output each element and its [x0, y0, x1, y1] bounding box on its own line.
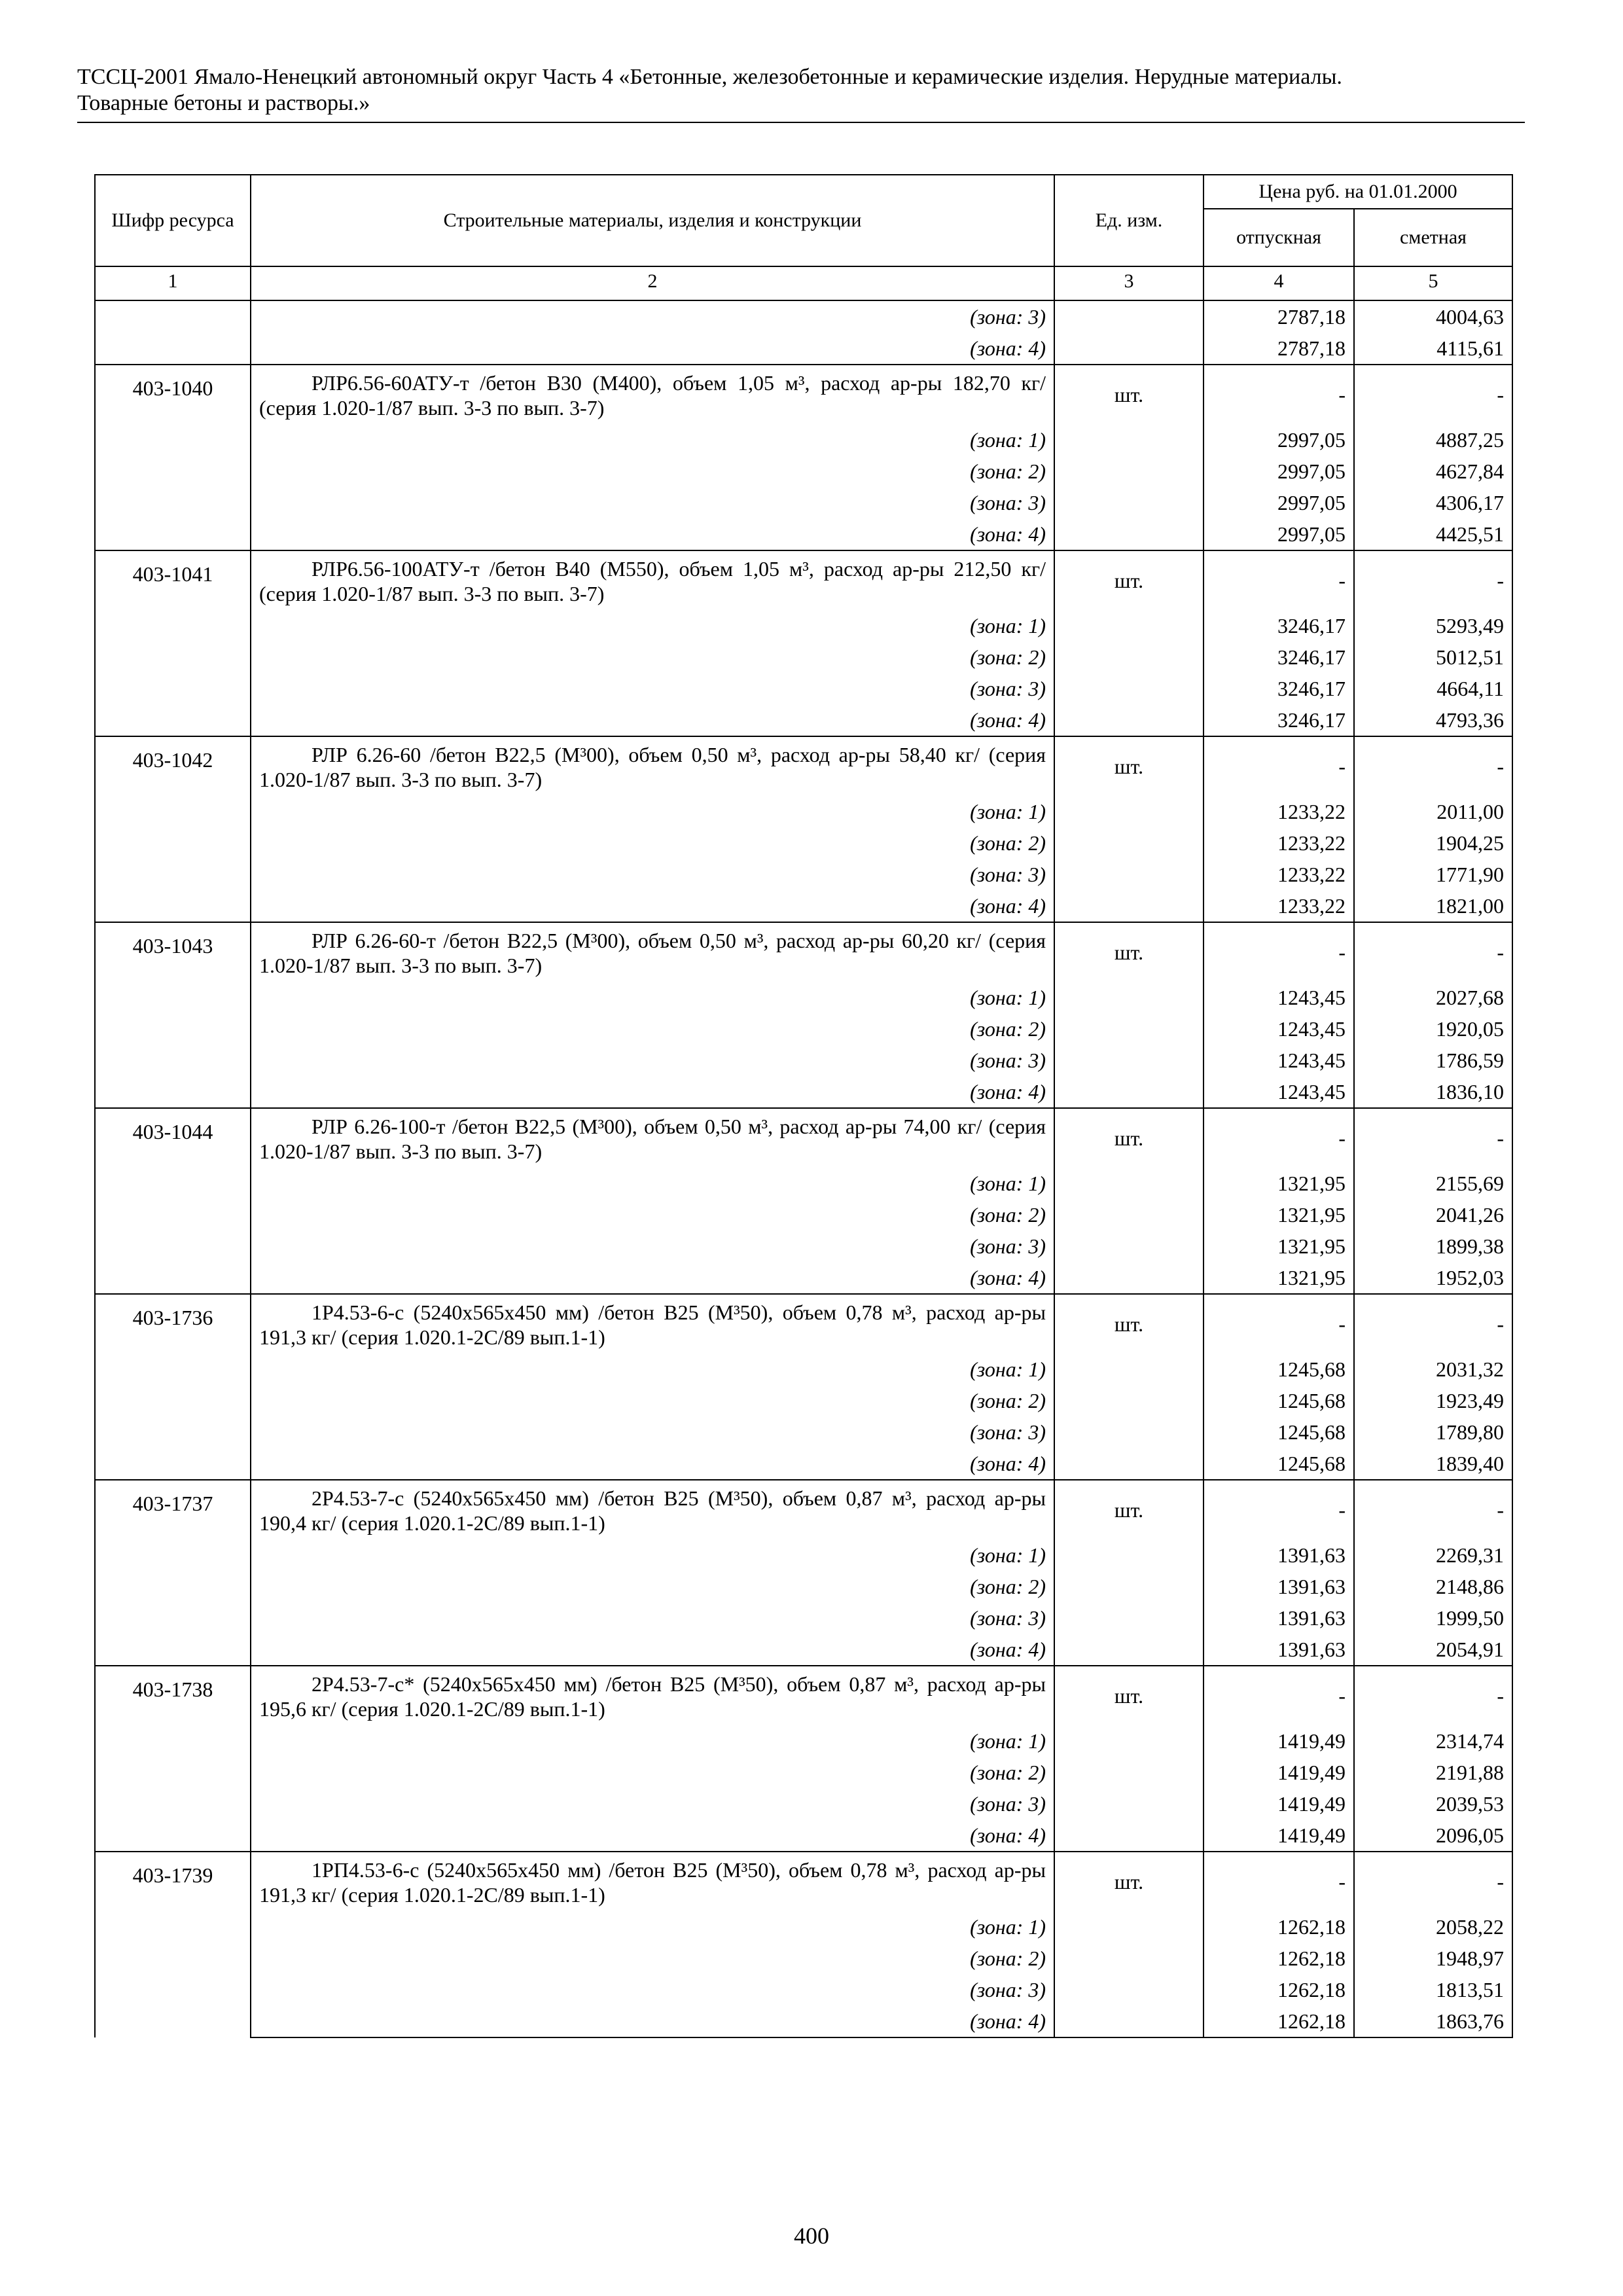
estimate-price: - [1354, 1852, 1512, 1911]
zone-row [95, 827, 1512, 859]
estimate-price: - [1354, 1666, 1512, 1725]
column-number: 1 [95, 266, 251, 300]
estimate-price: - [1354, 736, 1512, 796]
header-line-2: Товарные бетоны и растворы.» [77, 91, 370, 115]
zone-row [95, 1725, 1512, 1757]
zone-row [95, 1571, 1512, 1602]
release-price: 1233,22 [1204, 890, 1354, 922]
item-row [95, 736, 1512, 796]
release-price: 1243,45 [1204, 1045, 1354, 1076]
release-price: 1391,63 [1204, 1602, 1354, 1634]
unit-cell-empty [1054, 673, 1204, 704]
release-price: 2997,05 [1204, 424, 1354, 456]
zone-label: (зона: 1) [251, 610, 1054, 641]
unit-cell-empty [1054, 1911, 1204, 1943]
resource-code: 403-1738 [95, 1666, 251, 1852]
unit-of-measure: шт. [1054, 365, 1204, 424]
estimate-price: 4115,61 [1354, 332, 1512, 365]
estimate-price: 1789,80 [1354, 1416, 1512, 1448]
release-price: - [1204, 1294, 1354, 1354]
unit-of-measure: шт. [1054, 1666, 1204, 1725]
zone-label: (зона: 4) [251, 332, 1054, 365]
release-price: 1321,95 [1204, 1199, 1354, 1230]
estimate-price: 4004,63 [1354, 300, 1512, 332]
estimate-price: 1923,49 [1354, 1385, 1512, 1416]
zone-label: (зона: 4) [251, 1448, 1054, 1480]
estimate-price: 2054,91 [1354, 1634, 1512, 1666]
zone-row [95, 1076, 1512, 1108]
zone-row [95, 487, 1512, 518]
estimate-price: 5293,49 [1354, 610, 1512, 641]
estimate-price: 2314,74 [1354, 1725, 1512, 1757]
zone-label: (зона: 2) [251, 1943, 1054, 1974]
estimate-price: - [1354, 1480, 1512, 1539]
release-price: 1419,49 [1204, 1820, 1354, 1852]
estimate-price: 4664,11 [1354, 673, 1512, 704]
item-row [95, 365, 1512, 424]
zone-label: (зона: 3) [251, 487, 1054, 518]
estimate-price: 1948,97 [1354, 1943, 1512, 1974]
estimate-price: 2155,69 [1354, 1168, 1512, 1199]
item-description: РЛР6.56-100АТУ-т /бетон В40 (М550), объем 1,05 м³, расход ар-ры 212,50 кг/ (серия 1.020-1/87 вып. 3-3 по вып. 3-7) [251, 550, 1054, 610]
item-description: РЛР 6.26-100-т /бетон В22,5 (М³00), объем 0,50 м³, расход ар-ры 74,00 кг/ (серия 1.020-1/87 вып. 3-3 по вып. 3-7) [251, 1108, 1054, 1168]
column-header-release: отпускная [1204, 209, 1354, 266]
zone-label: (зона: 1) [251, 1354, 1054, 1385]
unit-cell-empty [1054, 1076, 1204, 1108]
unit-cell-empty [1054, 1757, 1204, 1788]
price-table [94, 174, 1513, 2038]
release-price: 1243,45 [1204, 982, 1354, 1013]
unit-cell-empty [1054, 859, 1204, 890]
unit-cell-empty [1054, 1262, 1204, 1294]
column-number: 5 [1354, 266, 1512, 300]
zone-row [95, 1230, 1512, 1262]
resource-code: 403-1040 [95, 365, 251, 550]
estimate-price: 2058,22 [1354, 1911, 1512, 1943]
zone-label: (зона: 4) [251, 518, 1054, 550]
item-row [95, 1480, 1512, 1539]
unit-cell-empty [1054, 456, 1204, 487]
release-price: 1419,49 [1204, 1788, 1354, 1820]
release-price: 1391,63 [1204, 1539, 1354, 1571]
estimate-price: 1904,25 [1354, 827, 1512, 859]
release-price: - [1204, 1108, 1354, 1168]
item-description: 1Р4.53-6-с (5240х565х450 мм) /бетон В25 (М³50), объем 0,78 м³, расход ар-ры 191,3 кг/ (серия 1.020.1-2С/89 вып.1-1) [251, 1294, 1054, 1354]
zone-row [95, 1448, 1512, 1480]
zone-row [95, 859, 1512, 890]
estimate-price: 1952,03 [1354, 1262, 1512, 1294]
unit-cell-empty [1054, 890, 1204, 922]
item-row [95, 1666, 1512, 1725]
zone-label: (зона: 2) [251, 456, 1054, 487]
zone-row [95, 1757, 1512, 1788]
zone-label: (зона: 2) [251, 1571, 1054, 1602]
release-price: 2787,18 [1204, 332, 1354, 365]
zone-label: (зона: 1) [251, 424, 1054, 456]
unit-cell-empty [1054, 1539, 1204, 1571]
zone-row [95, 1416, 1512, 1448]
zone-label: (зона: 2) [251, 1013, 1054, 1045]
release-price: 2997,05 [1204, 518, 1354, 550]
release-price: 1262,18 [1204, 1911, 1354, 1943]
document-header [77, 64, 1524, 117]
estimate-price: 2027,68 [1354, 982, 1512, 1013]
item-description: РЛР 6.26-60 /бетон В22,5 (М³00), объем 0,50 м³, расход ар-ры 58,40 кг/ (серия 1.020-1/87 вып. 3-3 по вып. 3-7) [251, 736, 1054, 796]
unit-cell-empty [1054, 1416, 1204, 1448]
unit-cell-empty [1054, 827, 1204, 859]
item-description: 2Р4.53-7-с (5240х565х450 мм) /бетон В25 (М³50), объем 0,87 м³, расход ар-ры 190,4 кг/ (серия 1.020.1-2С/89 вып.1-1) [251, 1480, 1054, 1539]
estimate-price: 4306,17 [1354, 487, 1512, 518]
release-price: 1243,45 [1204, 1013, 1354, 1045]
column-number: 4 [1204, 266, 1354, 300]
zone-label: (зона: 4) [251, 1076, 1054, 1108]
zone-label: (зона: 3) [251, 1230, 1054, 1262]
unit-cell-empty [1054, 1168, 1204, 1199]
zone-row [95, 1045, 1512, 1076]
estimate-price: 1813,51 [1354, 1974, 1512, 2005]
estimate-price: 4425,51 [1354, 518, 1512, 550]
release-price: - [1204, 922, 1354, 982]
unit-cell-empty [1054, 518, 1204, 550]
table-header [95, 175, 1512, 300]
header-line-1: ТССЦ-2001 Ямало-Ненецкий автономный округ Часть 4 «Бетонные, железобетонные и керамические изделия. Нерудные материалы. [77, 65, 1342, 89]
release-price: - [1204, 1480, 1354, 1539]
estimate-price: 1786,59 [1354, 1045, 1512, 1076]
unit-cell-empty [1054, 1602, 1204, 1634]
zone-row [95, 2005, 1512, 2037]
column-header-name: Строительные материалы, изделия и конструкции [251, 175, 1054, 266]
unit-of-measure: шт. [1054, 1480, 1204, 1539]
zone-row [95, 890, 1512, 922]
item-description: 1РП4.53-6-с (5240х565х450 мм) /бетон В25 (М³50), объем 0,78 м³, расход ар-ры 191,3 кг/ (серия 1.020.1-2С/89 вып.1-1) [251, 1852, 1054, 1911]
zone-label: (зона: 4) [251, 1820, 1054, 1852]
release-price: 1262,18 [1204, 1943, 1354, 1974]
release-price: 1243,45 [1204, 1076, 1354, 1108]
unit-of-measure: шт. [1054, 550, 1204, 610]
zone-label: (зона: 4) [251, 1262, 1054, 1294]
item-description: РЛР 6.26-60-т /бетон В22,5 (М³00), объем 0,50 м³, расход ар-ры 60,20 кг/ (серия 1.020-1/87 вып. 3-3 по вып. 3-7) [251, 922, 1054, 982]
unit-cell-empty [1054, 1230, 1204, 1262]
zone-label: (зона: 3) [251, 300, 1054, 332]
unit-cell-empty [1054, 1571, 1204, 1602]
estimate-price: 2148,86 [1354, 1571, 1512, 1602]
estimate-price: 2096,05 [1354, 1820, 1512, 1852]
estimate-price: 2039,53 [1354, 1788, 1512, 1820]
release-price: 1391,63 [1204, 1634, 1354, 1666]
unit-cell-empty [1054, 424, 1204, 456]
estimate-price: 4627,84 [1354, 456, 1512, 487]
unit-cell-empty [1054, 1974, 1204, 2005]
unit-cell-empty [1054, 1045, 1204, 1076]
estimate-price: - [1354, 365, 1512, 424]
column-header-price: Цена руб. на 01.01.2000 [1204, 175, 1512, 209]
estimate-price: - [1354, 1108, 1512, 1168]
zone-row [95, 610, 1512, 641]
zone-row [95, 641, 1512, 673]
zone-label: (зона: 1) [251, 1539, 1054, 1571]
unit-cell-empty [1054, 1354, 1204, 1385]
zone-row [95, 456, 1512, 487]
zone-label: (зона: 4) [251, 1634, 1054, 1666]
code-cell-empty [95, 300, 251, 365]
unit-cell-empty [1054, 1788, 1204, 1820]
zone-label: (зона: 4) [251, 2005, 1054, 2037]
unit-cell-empty [1054, 796, 1204, 827]
release-price: 3246,17 [1204, 704, 1354, 736]
estimate-price: 1899,38 [1354, 1230, 1512, 1262]
unit-cell-empty [1054, 2005, 1204, 2037]
release-price: 3246,17 [1204, 641, 1354, 673]
unit-cell-empty [1054, 1820, 1204, 1852]
resource-code: 403-1737 [95, 1480, 251, 1666]
release-price: - [1204, 1852, 1354, 1911]
estimate-price: 2269,31 [1354, 1539, 1512, 1571]
zone-label: (зона: 1) [251, 796, 1054, 827]
zone-row [95, 1013, 1512, 1045]
zone-label: (зона: 4) [251, 704, 1054, 736]
estimate-price: 1836,10 [1354, 1076, 1512, 1108]
zone-label: (зона: 3) [251, 1045, 1054, 1076]
release-price: 1321,95 [1204, 1230, 1354, 1262]
zone-row [95, 1634, 1512, 1666]
unit-cell-empty [1054, 1013, 1204, 1045]
release-price: 1419,49 [1204, 1757, 1354, 1788]
release-price: 1245,68 [1204, 1448, 1354, 1480]
resource-code: 403-1041 [95, 550, 251, 736]
column-header-unit: Ед. изм. [1054, 175, 1204, 266]
unit-cell-empty [1054, 332, 1204, 365]
zone-row [95, 1168, 1512, 1199]
release-price: 1321,95 [1204, 1168, 1354, 1199]
zone-label: (зона: 3) [251, 1602, 1054, 1634]
zone-row [95, 1911, 1512, 1943]
release-price: - [1204, 1666, 1354, 1725]
unit-cell-empty [1054, 1448, 1204, 1480]
column-header-estimate: сметная [1354, 209, 1512, 266]
estimate-price: 1839,40 [1354, 1448, 1512, 1480]
release-price: 1233,22 [1204, 859, 1354, 890]
item-row [95, 922, 1512, 982]
zone-label: (зона: 2) [251, 827, 1054, 859]
table-body [95, 300, 1512, 2037]
unit-cell-empty [1054, 704, 1204, 736]
estimate-price: 1771,90 [1354, 859, 1512, 890]
estimate-price: 2041,26 [1354, 1199, 1512, 1230]
unit-cell-empty [1054, 487, 1204, 518]
unit-cell-empty [1054, 1385, 1204, 1416]
unit-of-measure: шт. [1054, 1294, 1204, 1354]
release-price: 1245,68 [1204, 1385, 1354, 1416]
zone-label: (зона: 3) [251, 673, 1054, 704]
zone-label: (зона: 3) [251, 1974, 1054, 2005]
release-price: 1262,18 [1204, 1974, 1354, 2005]
resource-code: 403-1042 [95, 736, 251, 922]
item-row [95, 1294, 1512, 1354]
resource-code: 403-1739 [95, 1852, 251, 2037]
zone-label: (зона: 3) [251, 859, 1054, 890]
estimate-price: - [1354, 550, 1512, 610]
release-price: 1262,18 [1204, 2005, 1354, 2037]
item-row [95, 550, 1512, 610]
release-price: - [1204, 736, 1354, 796]
unit-cell-empty [1054, 610, 1204, 641]
unit-cell-empty [1054, 1725, 1204, 1757]
item-row [95, 1108, 1512, 1168]
release-price: 1245,68 [1204, 1354, 1354, 1385]
estimate-price: - [1354, 1294, 1512, 1354]
item-row [95, 1852, 1512, 1911]
zone-row [95, 704, 1512, 736]
zone-row [95, 424, 1512, 456]
zone-label: (зона: 4) [251, 890, 1054, 922]
zone-row [95, 1974, 1512, 2005]
estimate-price: 2191,88 [1354, 1757, 1512, 1788]
unit-cell-empty [1054, 982, 1204, 1013]
unit-cell-empty [1054, 300, 1204, 332]
zone-row [95, 1262, 1512, 1294]
zone-row [95, 673, 1512, 704]
release-price: 3246,17 [1204, 610, 1354, 641]
estimate-price: 1999,50 [1354, 1602, 1512, 1634]
item-description: РЛР6.56-60АТУ-т /бетон В30 (М400), объем 1,05 м³, расход ар-ры 182,70 кг/ (серия 1.020-1/87 вып. 3-3 по вып. 3-7) [251, 365, 1054, 424]
zone-label: (зона: 2) [251, 1199, 1054, 1230]
column-number: 3 [1054, 266, 1204, 300]
zone-label: (зона: 2) [251, 641, 1054, 673]
estimate-price: - [1354, 922, 1512, 982]
release-price: 1245,68 [1204, 1416, 1354, 1448]
estimate-price: 4887,25 [1354, 424, 1512, 456]
zone-label: (зона: 3) [251, 1788, 1054, 1820]
estimate-price: 2031,32 [1354, 1354, 1512, 1385]
zone-row [95, 796, 1512, 827]
unit-cell-empty [1054, 1943, 1204, 1974]
zone-row [95, 1943, 1512, 1974]
release-price: 3246,17 [1204, 673, 1354, 704]
zone-row [95, 1602, 1512, 1634]
release-price: 1391,63 [1204, 1571, 1354, 1602]
release-price: 2997,05 [1204, 456, 1354, 487]
zone-row [95, 1820, 1512, 1852]
zone-row [95, 518, 1512, 550]
release-price: 2997,05 [1204, 487, 1354, 518]
release-price: 2787,18 [1204, 300, 1354, 332]
item-description: 2Р4.53-7-с* (5240х565х450 мм) /бетон В25 (М³50), объем 0,87 м³, расход ар-ры 195,6 кг/ (серия 1.020.1-2С/89 вып.1-1) [251, 1666, 1054, 1725]
release-price: 1419,49 [1204, 1725, 1354, 1757]
page-number: 400 [794, 2223, 829, 2249]
estimate-price: 2011,00 [1354, 796, 1512, 827]
zone-row [95, 1788, 1512, 1820]
estimate-price: 1920,05 [1354, 1013, 1512, 1045]
zone-label: (зона: 1) [251, 1168, 1054, 1199]
resource-code: 403-1043 [95, 922, 251, 1108]
column-number: 2 [251, 266, 1054, 300]
zone-row [95, 300, 1512, 332]
header-divider [77, 122, 1525, 123]
column-header-code: Шифр ресурса [95, 175, 251, 266]
zone-label: (зона: 1) [251, 1911, 1054, 1943]
zone-row [95, 1539, 1512, 1571]
zone-row [95, 1385, 1512, 1416]
estimate-price: 4793,36 [1354, 704, 1512, 736]
zone-label: (зона: 2) [251, 1385, 1054, 1416]
zone-label: (зона: 3) [251, 1416, 1054, 1448]
release-price: - [1204, 550, 1354, 610]
unit-of-measure: шт. [1054, 1852, 1204, 1911]
release-price: 1233,22 [1204, 796, 1354, 827]
unit-cell-empty [1054, 1634, 1204, 1666]
zone-row [95, 1354, 1512, 1385]
estimate-price: 1863,76 [1354, 2005, 1512, 2037]
estimate-price: 5012,51 [1354, 641, 1512, 673]
estimate-price: 1821,00 [1354, 890, 1512, 922]
unit-cell-empty [1054, 1199, 1204, 1230]
unit-of-measure: шт. [1054, 922, 1204, 982]
column-number-row [95, 266, 1512, 300]
zone-row [95, 1199, 1512, 1230]
release-price: - [1204, 365, 1354, 424]
zone-row [95, 982, 1512, 1013]
unit-of-measure: шт. [1054, 1108, 1204, 1168]
release-price: 1233,22 [1204, 827, 1354, 859]
zone-label: (зона: 1) [251, 1725, 1054, 1757]
resource-code: 403-1044 [95, 1108, 251, 1294]
unit-of-measure: шт. [1054, 736, 1204, 796]
zone-label: (зона: 2) [251, 1757, 1054, 1788]
unit-cell-empty [1054, 641, 1204, 673]
release-price: 1321,95 [1204, 1262, 1354, 1294]
zone-label: (зона: 1) [251, 982, 1054, 1013]
zone-row [95, 332, 1512, 365]
resource-code: 403-1736 [95, 1294, 251, 1480]
